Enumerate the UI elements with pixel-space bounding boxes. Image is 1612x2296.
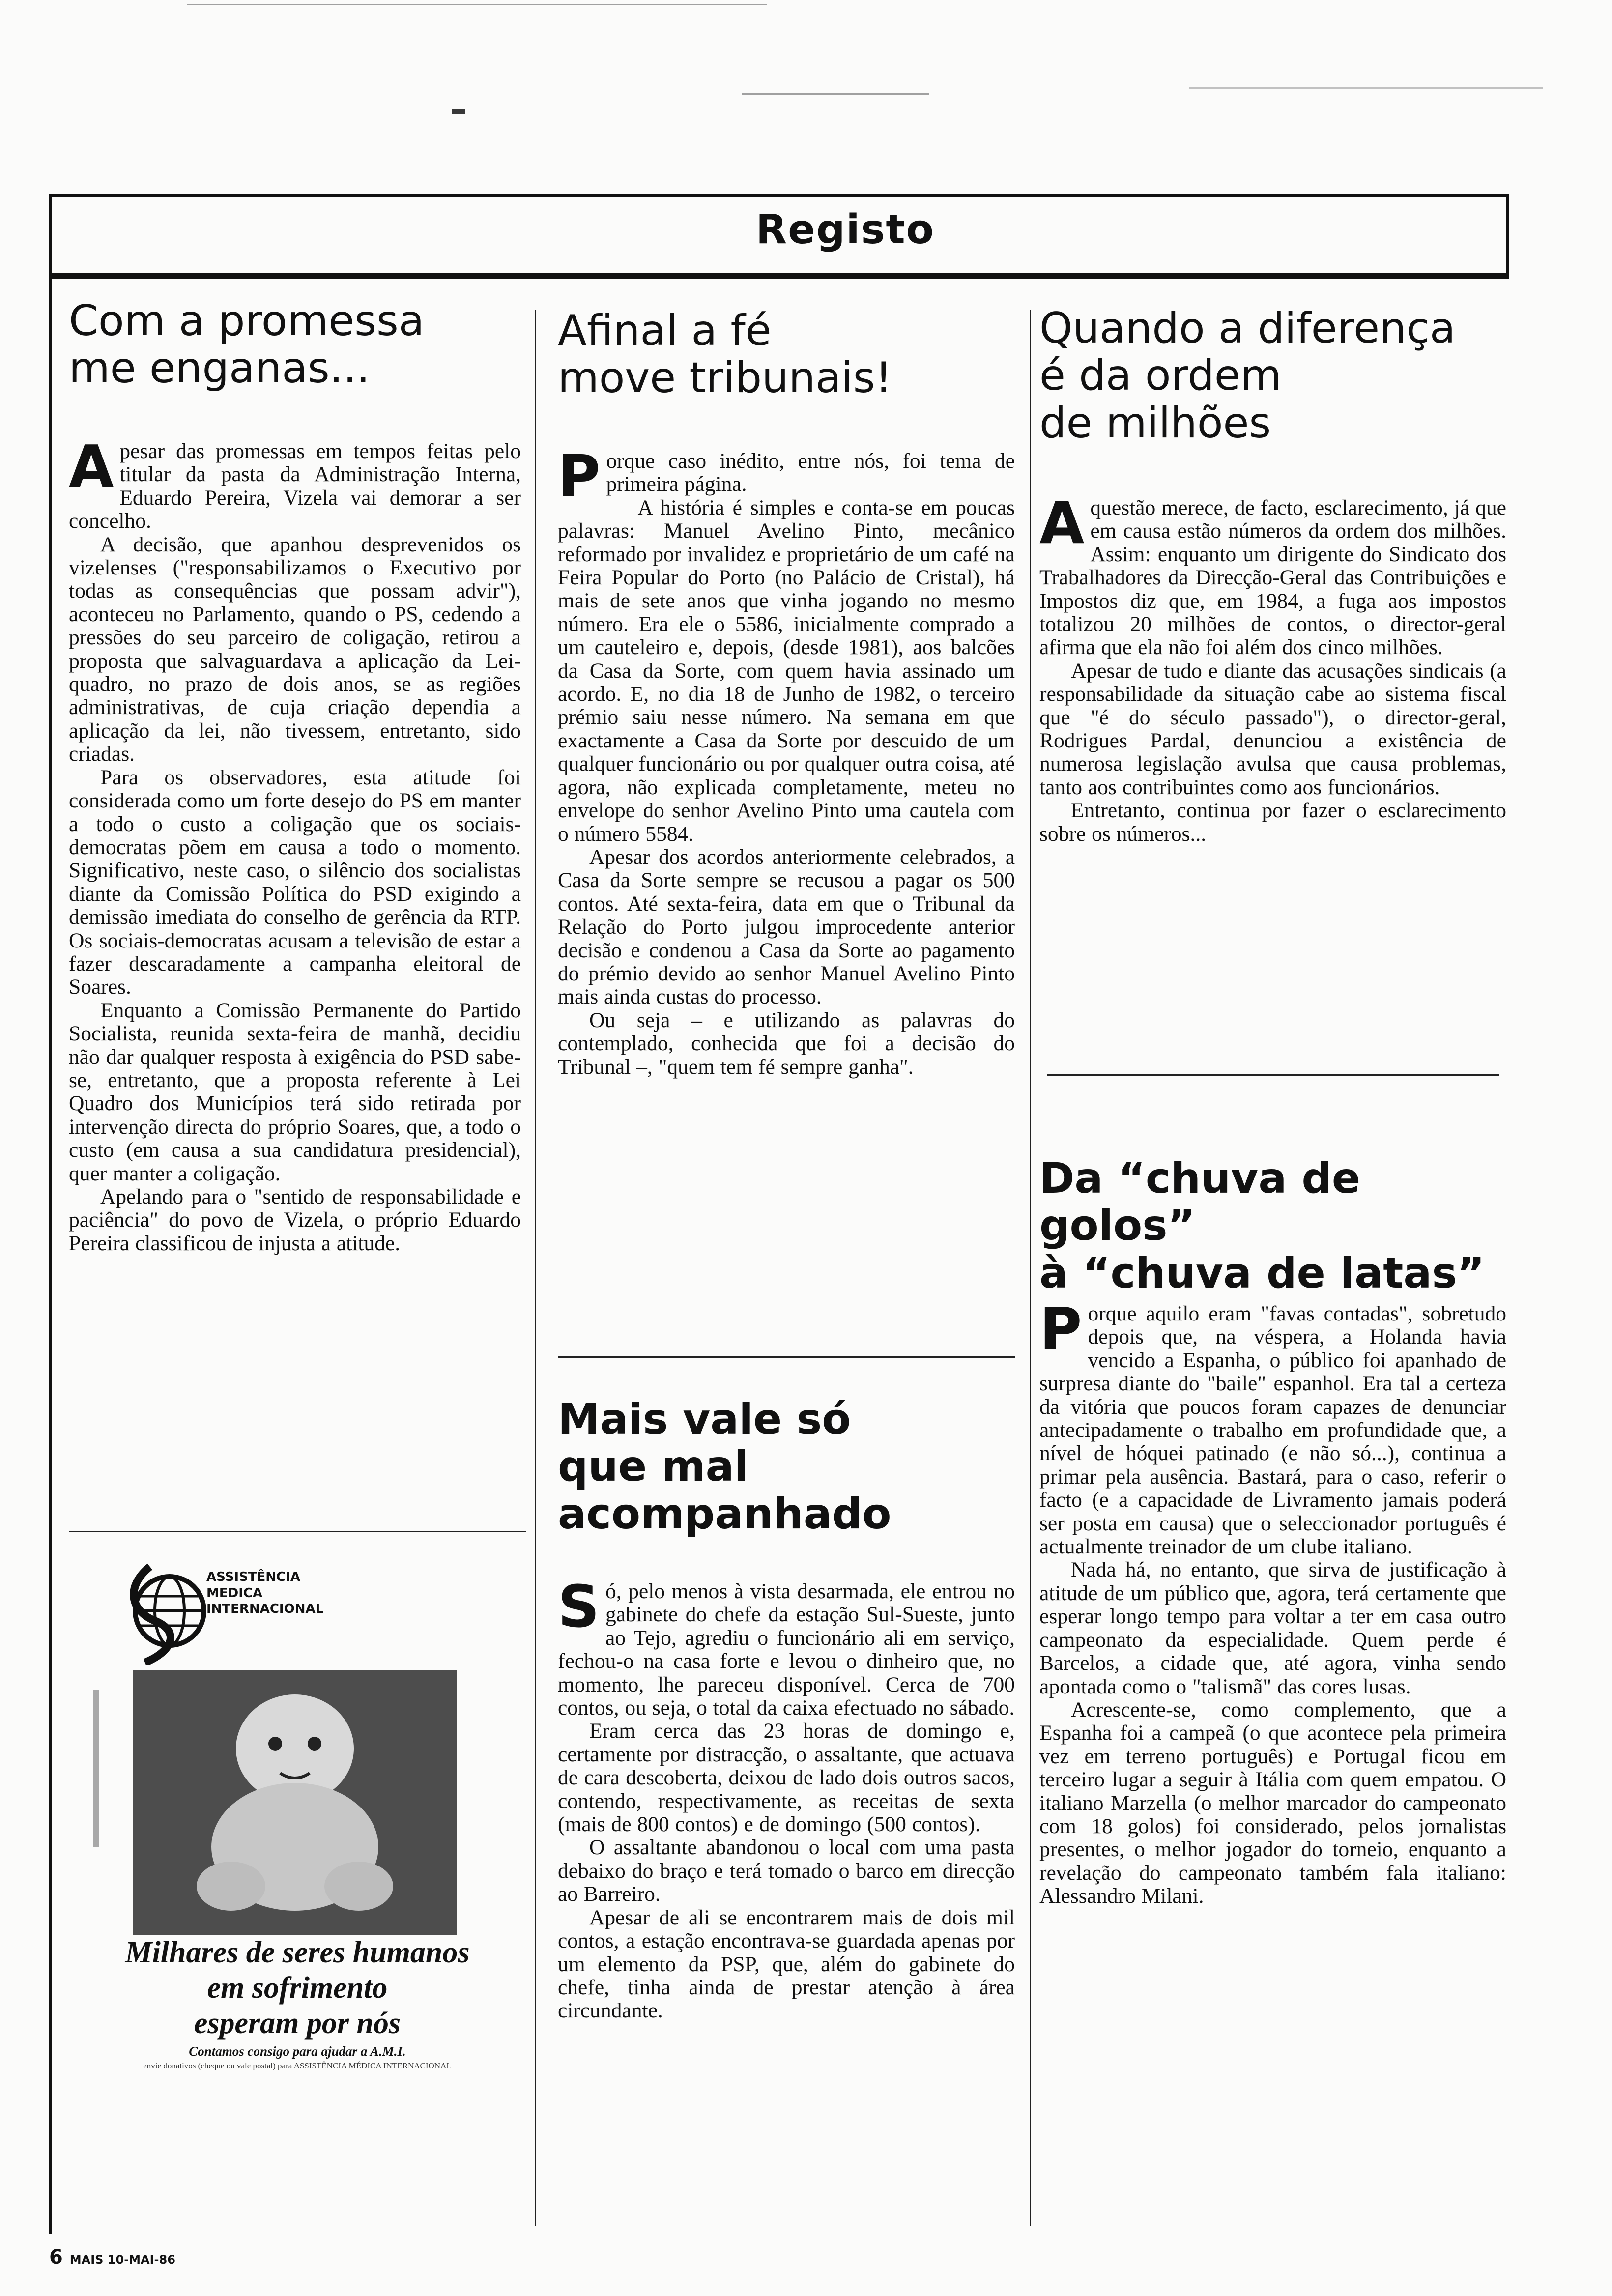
article-headline: Mais vale só que mal acompanhado [558, 1395, 892, 1539]
ami-logo-icon [115, 1557, 214, 1665]
scan-artifact [742, 93, 929, 95]
page-footer [49, 2246, 175, 2268]
article-headline: Da “chuva de golos” à “chuva de latas” [1039, 1154, 1485, 1298]
article-body: Aquestão merece, de facto, esclarecimento, já que em causa estão números da ordem dos milhões. Assim: enquanto um dirigente do Sindicato dos Trabalhadores da Direcção-Geral das Contribuições e Impostos diz que, em 1984, a fuga aos impostos totalizou 20 milhões de contos, o director-geral afirma que ela não foi além dos cinco milhões. Apesar de tudo e diante das acusações sindicais (a responsabilidade da situação cabe ao sistema fiscal que "é do século passado"), o director-geral, Rodrigues Pardal, denunciou a existência de numerosa legislação avulsa que causa problemas, tanto aos contribuintes como aos funcionários. Entretanto, continua por fazer o esclarecimento sobre os números... [1039, 489, 1506, 846]
child-photo-icon [133, 1670, 457, 1935]
ad-side-caption-icon [86, 1690, 106, 1847]
issue-date: MAIS 10-MAI-86 [69, 2253, 175, 2267]
article-separator [1047, 1074, 1499, 1076]
ad-fine-print: envie donativos (cheque ou vale postal) para ASSISTÊNCIA MÉDICA INTERNACIONAL [143, 2061, 452, 2070]
section-title: Registo [756, 206, 935, 253]
article-body: Só, pelo menos à vista desarmada, ele entrou no gabinete do chefe da estação Sul-Sueste, junto ao Tejo, agrediu o funcionário ali em serviço, fechou-o na casa forte e levou o dinheiro que, no momento, lhe pareceu disponível. Cerca de 700 contos, ou seja, o total da caixa efectuado no sábado. Eram cerca das 23 horas de domingo e, certamente por distracção, o assaltante, que actuava de cara descoberta, deixou de lado dois outros sacos, contendo, respectivamente, as receitas de sexta (mais de 800 contos) e de domingo (500 contos). O assaltante abandonou o local com uma pasta debaixo do braço e terá tomado o barco em direcção ao Barreiro. Apesar de ali se encontrarem mais de dois mil contos, a estação encontrava-se guardada apenas por um elemento da PSP, que, além do gabinete do chefe, tinha ainda de prestar atenção à área circundante. [558, 1573, 1015, 2023]
scan-artifact [187, 4, 767, 5]
ad-call-to-action: Contamos consigo para ajudar a A.M.I. [189, 2044, 406, 2059]
scan-artifact [452, 109, 465, 114]
column-rule [1030, 310, 1031, 2226]
ami-advertisement [69, 1531, 526, 2070]
article-body: Porque aquilo eram "favas contadas", sobretudo depois que, na véspera, a Holanda havia vencido a Espanha, o público foi apanhado de surpresa diante do "baile" espanhol. Era tal a certeza da vitória que poucos foram capazes de denunciar antecipadamente o trabalho em profundidade que, a nível de hóquei patinado (e não só...), continua a primar pela ausência. Bastará, para o caso, referir o facto (e a capacidade de Livramento jamais poderá ser posta em causa) que o seleccionador português é actualmente treinador de um clube italiano. Nada há, no entanto, que sirva de justificação à atitude de um público que, agora, terá certamente que esperar longo tempo para voltar a ter em casa outro campeonato da especialidade. Quem perde é Barcelos, a cidade que, até agora, vinha sendo apontada como o "talismã" das cores lusas. Acrescente-se, como complemento, que a Espanha foi a campeã (o que acontece pela primeira vez em terreno português) e Portugal ficou em terceiro lugar a seguir à Itália com quem empatou. O italiano Marzella (o melhor marcador do campeonato com 18 golos) foi considerado, pelos jornalistas presentes, o melhor jogador do torneio, enquanto a revelação do campeonato também fala italiano: Alessandro Milani. [1039, 1295, 1506, 1908]
drop-cap: P [1039, 1295, 1082, 1363]
article-body: Apesar das promessas em tempos feitas pelo titular da pasta da Administração Interna, Eduardo Pereira, Vizela vai demorar a ser concelho. A decisão, que apanhou desprevenidos os vizelenses ("responsabilizamos o Executivo por todas as consequências que possam advir"), aconteceu no Parlamento, quando o PS, cedendo a pressões do seu parceiro de coligação, retirou a proposta que salvaguardava a aplicação da Lei-quadro, no prazo de dois anos, se as regiões administrativas, de cuja criação dependia a aplicação da lei, não tivessem, entretanto, sido criadas. Para os observadores, esta atitude foi considerada como um forte desejo do PS em manter a todo o custo a coligação que os sociais-democratas põem em causa a todo o momento. Significativo, neste caso, o silêncio dos socialistas diante da Comissão Política do PSD exigindo a demissão imediata do conselho de gerência da RTP. Os sociais-democratas acusam a televisão de estar a fazer descaradamente a campanha eleitoral de Soares. Enquanto a Comissão Permanente do Partido Socialista, reunida sexta-feira de manhã, decidiu não dar qualquer resposta à exigência do PSD sabe-se, entretanto, que a proposta referente à Lei Quadro dos Municípios terá sido retirada por intervenção directa do próprio Soares, que, a todo o custo (em causa a sua candidatura presidencial), quer manter a coligação. Apelando para o "sentido de responsabilidade e paciência" do povo de Vizela, o próprio Eduardo Pereira classificou de injusta a atitude. [69, 432, 521, 1255]
scan-artifact [1189, 87, 1543, 89]
ad-slogan: Milhares de seres humanos em sofrimento esperam por nós [125, 1936, 470, 2040]
article-headline: Quando a diferença é da ordem de milhões [1039, 304, 1456, 448]
title-rule [49, 273, 1509, 279]
page-number: 6 [49, 2246, 63, 2268]
drop-cap: A [1039, 489, 1085, 557]
ami-org-name: ASSISTÊNCIA MEDICA INTERNACIONAL [206, 1570, 324, 1616]
article-separator [558, 1356, 1015, 1358]
drop-cap: P [558, 442, 601, 510]
article-headline: Afinal a fé move tribunais! [558, 306, 892, 403]
article-body: Porque caso inédito, entre nós, foi tema de primeira página. A história é simples e conta-se em poucas palavras: Manuel Avelino Pinto, mecânico reformado por invalidez e proprietário de um café na Feira Popular do Porto (no Palácio de Cristal), há mais de sete anos que vinha jogando no mesmo número. Era ele o 5586, inicialmente comprado a um cauteleiro e, depois, (desde 1981), aos balcões da Casa da Sorte, com quem havia assinado um acordo. E, no dia 18 de Junho de 1982, o terceiro prémio saiu nesse número. Na semana em que exactamente a Casa da Sorte por descuido de um qualquer funcionário ou por qualquer outra coisa, até agora, não explicada completamente, meteu no envelope do senhor Avelino Pinto uma cautela com o número 5584. Apesar dos acordos anteriormente celebrados, a Casa da Sorte sempre se recusou a pagar os 500 contos. Até sexta-feira, data em que o Tribunal da Relação do Porto julgou improcedente anterior decisão e condenou a Casa da Sorte ao pagamento do prémio devido ao senhor Manuel Avelino Pinto mais ainda custas do processo. Ou seja – e utilizando as palavras do contemplado, conhecida que foi a decisão do Tribunal –, "quem tem fé sempre ganha". [558, 442, 1015, 1079]
article-headline: Com a promessa me enganas... [69, 296, 425, 393]
drop-cap: A [69, 432, 114, 500]
column-rule [535, 310, 536, 2226]
frame-right-edge [1506, 194, 1509, 275]
drop-cap: S [558, 1573, 600, 1640]
